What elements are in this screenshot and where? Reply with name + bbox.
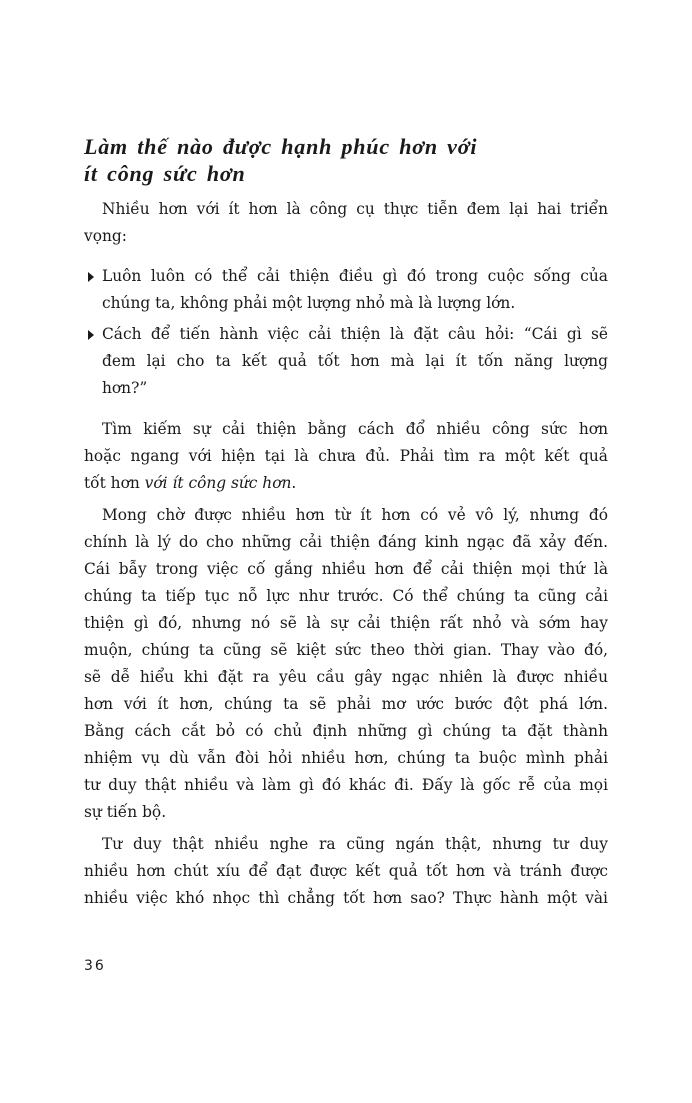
paragraph-line: nhiều hơn chút xíu để đạt được kết quả tốt hơn và tránh được [84,862,608,880]
paragraph-line: Cái bẫy trong việc cố gắng nhiều hơn để cải thiện mọi thứ là [84,560,608,578]
plain-text: tốt hơn [84,474,145,492]
section-heading [84,133,584,187]
paragraph-line: muộn, chúng ta cũng sẽ kiệt sức theo thời gian. Thay vào đó, [84,641,608,659]
paragraph-line: Bằng cách cắt bỏ có chủ định những gì chúng ta đặt thành [84,722,608,740]
paragraph-line: Mong chờ được nhiều hơn từ ít hơn có vẻ vô lý, nhưng đó [102,506,608,524]
paragraph-line: Tư duy thật nhiều nghe ra cũng ngán thật, nhưng tư duy [102,835,608,853]
bullet-line: đem lại cho ta kết quả tốt hơn mà lại ít tốn năng lượng [102,352,608,370]
bullet-line: chúng ta, không phải một lượng nhỏ mà là lượng lớn. [102,294,516,312]
bullet-line: Luôn luôn có thể cải thiện điều gì đó trong cuộc sống của [102,267,608,285]
page-number: 36 [84,958,106,974]
heading-line: ít công sức hơn [84,161,246,186]
paragraph-line: nhiệm vụ dù vẫn đòi hỏi nhiều hơn, chúng ta buộc mình phải [84,749,608,767]
triangle-bullet-icon [88,330,94,340]
paragraph-line: Nhiều hơn với ít hơn là công cụ thực tiễn đem lại hai triển [102,200,608,218]
paragraph-line: tư duy thật nhiều và làm gì đó khác đi. Đấy là gốc rễ của mọi [84,776,608,794]
paragraph-line: hơn với ít hơn, chúng ta sẽ phải mơ ước bước đột phá lớn. [84,695,608,713]
plain-text: . [291,474,297,492]
paragraph-line: vọng: [84,227,127,245]
bullet-line: Cách để tiến hành việc cải thiện là đặt câu hỏi: “Cái gì sẽ [102,325,608,343]
paragraph-line: sẽ dễ hiểu khi đặt ra yêu cầu gây ngạc nhiên là được nhiều [84,668,608,686]
paragraph-line: thiện gì đó, nhưng nó sẽ là sự cải thiện rất nhỏ và sớm hay [84,614,608,632]
heading-line: Làm thế nào được hạnh phúc hơn với [84,134,478,159]
paragraph-line [84,470,608,497]
paragraph-line: hoặc ngang với hiện tại là chưa đủ. Phải tìm ra một kết quả [84,447,608,465]
emphasis-text: với ít công sức hơn [144,474,292,492]
paragraph-line: nhiều việc khó nhọc thì chẳng tốt hơn sao? Thực hành một vài [84,889,608,907]
bullet-line: hơn?” [102,379,148,397]
triangle-bullet-icon [88,272,94,282]
paragraph-line: Tìm kiếm sự cải thiện bằng cách đổ nhiều công sức hơn [102,420,608,438]
paragraph-line: chúng ta tiếp tục nỗ lực như trước. Có thể chúng ta cũng cải [84,587,608,605]
paragraph-line: chính là lý do cho những cải thiện đáng kinh ngạc đã xảy đến. [84,533,608,551]
paragraph-line: sự tiến bộ. [84,803,167,821]
